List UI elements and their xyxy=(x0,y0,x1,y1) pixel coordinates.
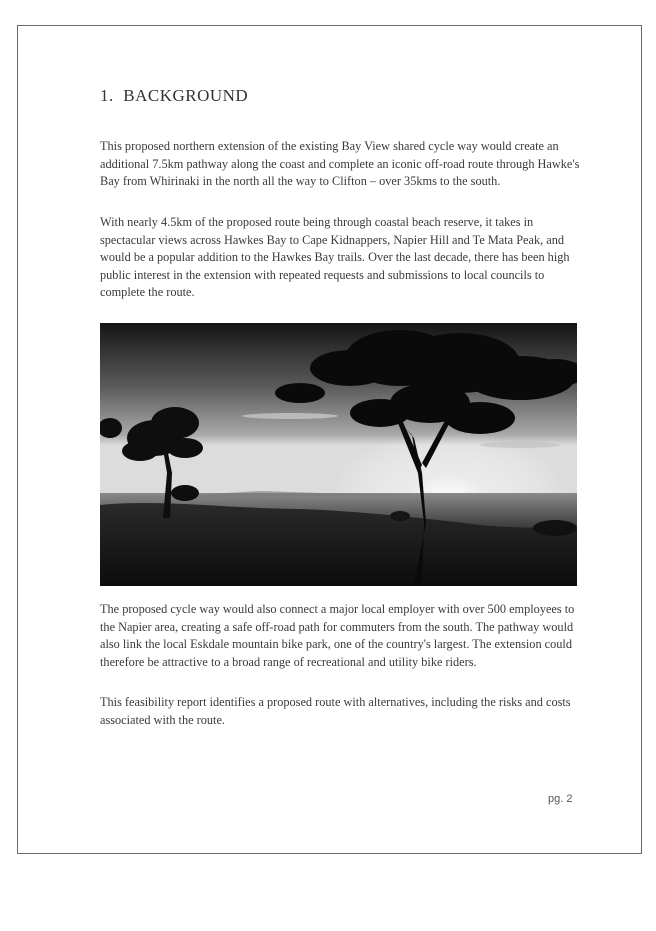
paragraph-report-summary: This feasibility report identifies a proposed route with alternatives, including the risks and costs associated with the route. xyxy=(100,695,571,727)
page-number: pg. 2 xyxy=(548,793,573,805)
cloud xyxy=(480,442,560,448)
section-heading xyxy=(100,86,248,106)
page-border-left xyxy=(17,25,18,854)
section-title: BACKGROUND xyxy=(123,86,249,105)
paragraph-connections: The proposed cycle way would also connect a major local employer with over 500 employees to the Napier area, creating a safe off-road path for commuters from the south. The pathway would also link the local Eskdale mountain bike park, one of the country's largest. The extension could therefore be attractive to a broad range of recreational and utility bike riders. xyxy=(100,602,575,669)
page-border-bottom xyxy=(18,853,642,854)
section-number: 1. xyxy=(100,86,114,105)
shrub xyxy=(390,511,410,521)
cloud xyxy=(242,413,338,419)
coastal-sunset-photo xyxy=(100,323,577,586)
paragraph-intro: This proposed northern extension of the existing Bay View shared cycle way would create an additional 7.5km pathway along the coast and complete an iconic off-road route through Hawke's Bay from Whirinaki in the north all the way to Clifton – over 35kms to the south. xyxy=(100,139,580,189)
paragraph-coastal-views: With nearly 4.5km of the proposed route being through coastal beach reserve, it takes in spectacular views across Hawkes Bay to Cape Kidnappers, Napier Hill and Te Mata Peak, and would be a popular addition to the Hawkes Bay trails. Over the last decade, there has been high public interest in the extension with repeated requests and submissions to local councils to complete the route. xyxy=(100,215,570,300)
page-border-right xyxy=(641,25,642,854)
page-border-top xyxy=(18,25,642,26)
shrub xyxy=(533,520,577,536)
